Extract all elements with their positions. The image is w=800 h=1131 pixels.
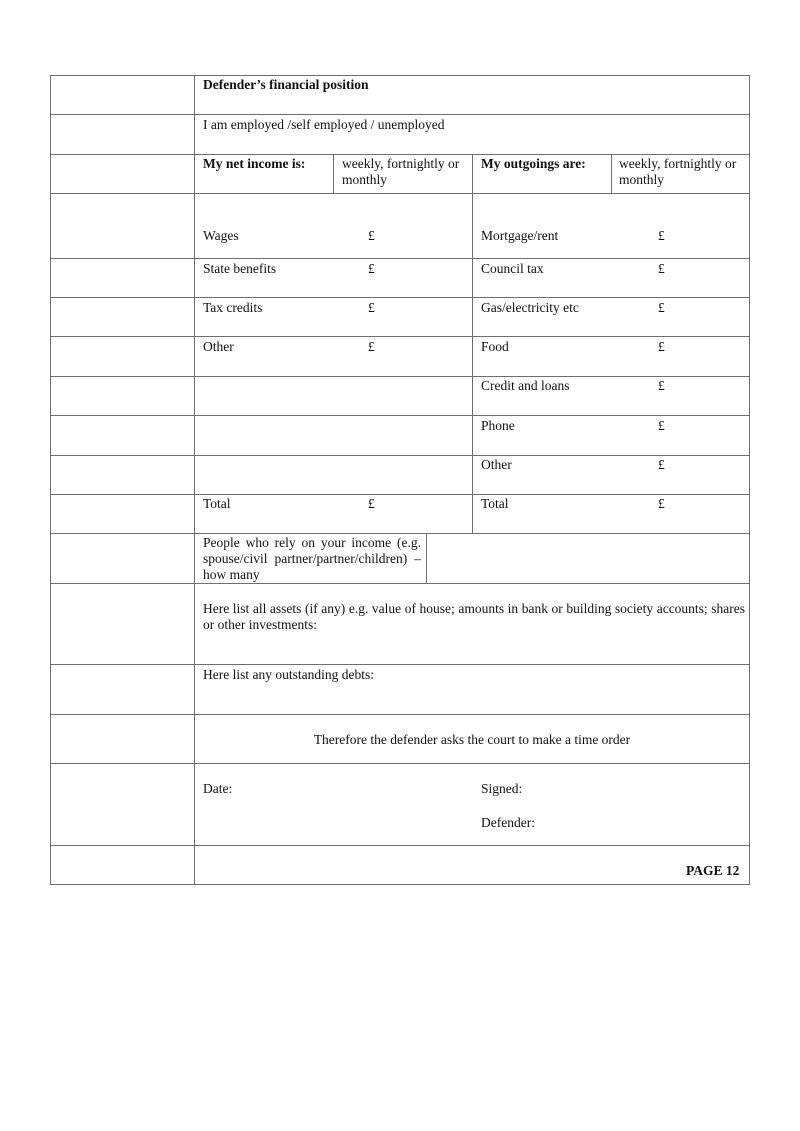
section-heading: Defender’s financial position [203, 77, 369, 92]
outgoing-credit-label: Credit and loans [481, 378, 570, 393]
signature-field[interactable] [530, 778, 740, 800]
debts-answer-field[interactable] [195, 686, 749, 714]
outgoing-other-label: Other [481, 457, 512, 472]
outgoing-food-currency[interactable]: £ [658, 339, 665, 354]
column-line [333, 154, 334, 193]
outgoing-total-currency[interactable]: £ [658, 496, 665, 511]
income-total-label: Total [203, 496, 231, 511]
outgoing-gas-currency[interactable]: £ [658, 300, 665, 315]
outgoing-council-tax-label: Council tax [481, 261, 544, 276]
dependants-question: People who rely on your income (e.g. spouse/civil partner/partner/children) – how many [203, 535, 421, 582]
outgoing-gas-label: Gas/electricity etc [481, 300, 579, 315]
income-wages-currency[interactable]: £ [368, 228, 375, 243]
outgoings-header: My outgoings are: [481, 156, 586, 171]
time-order-request: Therefore the defender asks the court to make a time order [313, 732, 631, 747]
outgoing-phone-currency[interactable]: £ [658, 418, 665, 433]
outgoing-credit-currency[interactable]: £ [658, 378, 665, 393]
employment-status[interactable]: I am employed /self employed / unemployed [203, 117, 445, 132]
income-state-benefits-label: State benefits [203, 261, 277, 276]
column-line [472, 154, 473, 534]
outgoing-mortgage-label: Mortgage/rent [481, 228, 559, 243]
income-state-benefits-currency[interactable]: £ [368, 261, 375, 276]
income-total-currency[interactable]: £ [368, 496, 375, 511]
income-other-currency[interactable]: £ [368, 339, 375, 354]
dependants-answer-field[interactable] [427, 534, 749, 583]
defender-label: Defender: [481, 815, 535, 830]
debts-prompt: Here list any outstanding debts: [203, 667, 374, 682]
row-line [50, 494, 750, 495]
column-line [50, 75, 51, 885]
row-line [50, 664, 750, 665]
date-label: Date: [203, 781, 233, 796]
row-line [50, 297, 750, 298]
assets-answer-field[interactable] [195, 635, 749, 664]
page-number: PAGE 12 [686, 863, 740, 878]
income-header: My net income is: [203, 156, 306, 171]
outgoing-mortgage-currency[interactable]: £ [658, 228, 665, 243]
row-line [50, 714, 750, 715]
column-line [749, 75, 750, 885]
outgoing-other-currency[interactable]: £ [658, 457, 665, 472]
row-line [50, 336, 750, 337]
row-line [50, 884, 750, 885]
outgoing-phone-label: Phone [481, 418, 515, 433]
outgoing-total-label: Total [481, 496, 509, 511]
income-wages-label: Wages [203, 228, 239, 243]
outgoing-food-label: Food [481, 339, 509, 354]
column-line [194, 75, 195, 885]
row-line [50, 376, 750, 377]
column-line [611, 154, 612, 193]
row-line [50, 763, 750, 764]
income-tax-credits-currency[interactable]: £ [368, 300, 375, 315]
row-line [50, 193, 750, 194]
outgoings-period[interactable]: weekly, fortnightly or monthly [619, 156, 737, 187]
assets-prompt: Here list all assets (if any) e.g. value of house; amounts in bank or building society accounts; shares or other investments: [203, 601, 745, 632]
row-line [50, 154, 750, 155]
row-line [50, 845, 750, 846]
row-line [50, 455, 750, 456]
date-field[interactable] [240, 778, 460, 800]
income-other-label: Other [203, 339, 234, 354]
row-line [50, 258, 750, 259]
outgoing-council-tax-currency[interactable]: £ [658, 261, 665, 276]
row-line [50, 75, 750, 76]
signed-label: Signed: [481, 781, 523, 796]
income-period[interactable]: weekly, fortnightly or monthly [342, 156, 460, 187]
row-line [50, 114, 750, 115]
row-line [50, 415, 750, 416]
row-line [50, 583, 750, 584]
income-tax-credits-label: Tax credits [203, 300, 263, 315]
